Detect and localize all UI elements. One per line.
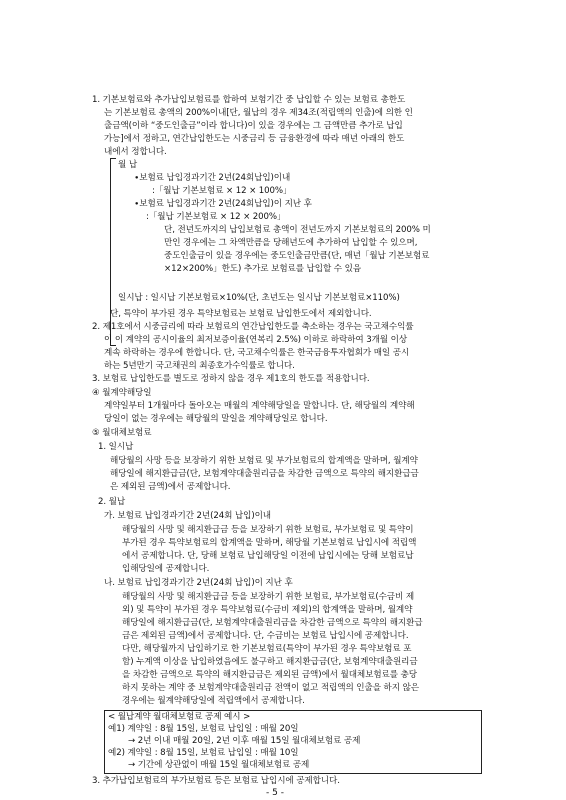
example-line: → 2년 이내 매월 20일, 2년 이후 매월 15일 월대체보험료 공제 <box>128 736 361 746</box>
item-2-line-2: 이 이 계약의 공시이율의 최저보증이율(연복리 2.5%) 이하로 하락하여 3개월 이상 <box>104 335 408 345</box>
bracket-line: ×12×200%」한도) 추가로 보험료를 납입할 수 있음 <box>164 264 362 274</box>
monthly-sub-b-text: 해당월의 사망 및 해지환급금 등을 보장하기 위한 보험료, 부가보험료(수금비 제 <box>122 592 415 602</box>
monthly-sub-a: 가. 보험료 납입경과기간 2년(24회 납입)이내 <box>104 511 271 521</box>
lump-sum-line: 일시납 : 일시납 기본보험료×10%(단, 초년도는 일시납 기본보험료×110%) <box>118 293 400 303</box>
monthly-heading: 2. 월납 <box>98 497 126 507</box>
item-2-line-4: 하는 5년만기 국고채권의 최종호가수익률로 합니다. <box>104 361 295 371</box>
example-line: 예1) 계약일 : 8월 15일, 보험료 납입일 : 매월 20일 <box>108 724 299 734</box>
lump-sum-text: 해당월의 사망 등을 보장하기 위한 보험료 및 부가보험료의 합계액을 말하며, 월계약 <box>110 456 418 466</box>
monthly-sub-b-text: 경우에는 월계약해당일에 적립액에서 공제합니다. <box>122 696 305 706</box>
monthly-sub-b-text: 금은 제외된 금액)에서 공제합니다. 단, 수금비는 보험료 납입시에 공제합니다. <box>122 631 409 641</box>
monthly-label: 월 납 <box>118 160 138 170</box>
item-1-line-3: 출금액(이하 “중도인출금”이라 합니다)이 있을 경우에는 그 금액만큼 추가로 납입 <box>104 121 403 131</box>
item-3: 3. 보험료 납입한도를 별도로 정하지 않을 경우 제1호의 한도를 적용합니다. <box>92 374 370 384</box>
page-number: - 5 - <box>266 788 284 798</box>
item-1-note: 단, 특약이 부가된 경우 특약보험료는 보험료 납입한도에서 제외합니다. <box>110 309 372 319</box>
bracket-line: 중도인출금이 있을 경우에는 중도인출금만큼(단, 매년「월납 기본보험료 <box>164 251 430 261</box>
monthly-sub-a-text: 해당월의 사망 및 해지환급금 등을 보장하기 위한 보험료, 부가보험료 및 특약이 <box>122 525 414 535</box>
item-1-line-5: 내에서 정합니다. <box>104 147 167 157</box>
example-line: 예2) 계약일 : 8월 15일, 보험료 납입일 : 매월 10일 <box>108 748 299 758</box>
monthly-sub-b-text: 함) 누계액 이상을 납입하였음에도 불구하고 해지환급금(단, 보험계약대출원리금 <box>122 657 418 667</box>
section-4-line: 계약일부터 1개월마다 돌아오는 매월의 계약해당일을 말합니다. 단, 해당월의 계약해 <box>104 401 415 411</box>
example-title: < 월납계약 월대체보험료 공제 예시 > <box>108 712 251 722</box>
monthly-sub-a-text: 입해당일에 공제합니다. <box>122 564 210 574</box>
bracket-line: :「월납 기본보험료 × 12 × 200%」 <box>146 212 286 222</box>
bracket-line: ∙보험료 납입경과기간 2년(24회납입)이내 <box>134 173 291 183</box>
section-4-line: 당일이 없는 경우에는 해당월의 말일을 계약해당일로 합니다. <box>104 414 328 424</box>
bracket-line: 단, 전년도까지의 납입보험료 총액이 전년도까지 기본보험료의 200% 미 <box>164 225 431 235</box>
item-1-line-1: 1. 기본보험료와 추가납입보험료를 합하여 보험기간 중 납입할 수 있는 보험료 총한도 <box>92 95 406 105</box>
lump-sum-text: 은 제외된 금액)에서 공제합니다. <box>110 482 231 492</box>
monthly-sub-b: 나. 보험료 납입경과기간 2년(24회 납입)이 지난 후 <box>104 578 293 588</box>
lump-sum-text: 해당일에 해지환급금(단, 보험계약대출원리금을 차감한 금액으로 특약의 해지환급금 <box>110 469 419 479</box>
monthly-sub-b-text: 다만, 해당월까지 납입하기로 한 기본보험료(특약이 부가된 경우 특약보험료 포 <box>122 644 412 654</box>
bracket-line: :「월납 기본보험료 × 12 × 100%」 <box>152 186 292 196</box>
item-1-line-2: 는 기본보험료 총액의 200%이내[단, 월납의 경우 제34조(적립액의 인출)에 의한 인 <box>104 108 413 118</box>
bracket-line: ∙보험료 납입경과기간 2년(24회납입)이 지난 후 <box>134 199 312 209</box>
item-2-line-3: 계속 하락하는 경우에 한합니다. 단, 국고채수익률은 한국금융투자협회가 매일 공시 <box>104 348 410 358</box>
bracket-line: 만인 경우에는 그 차액만큼을 당해년도에 추가하여 납입할 수 있으며, <box>164 238 418 248</box>
section-5-heading: ⑤ 월대체보험료 <box>92 428 152 438</box>
item-2-line-1: 2. 제1호에서 시중금리에 따라 보험료의 연간납입한도를 축소하는 경우는 국고채수익률 <box>92 322 414 332</box>
sec5-item-3: 3. 추가납입보험료의 부가보험료 등은 보험료 납입시에 공제합니다. <box>92 776 340 786</box>
example-line: → 기간에 상관없이 매월 15일 월대체보험료 공제 <box>128 760 310 770</box>
monthly-sub-b-text: 해당일에 해지환급금(단, 보험계약대출원리금을 차감한 금액으로 특약의 해지환급 <box>122 618 423 628</box>
lump-sum-heading: 1. 일시납 <box>98 442 134 452</box>
monthly-sub-b-text: 하지 못하는 계약 중 보험계약대출원리금 전액이 없고 적립액의 인출을 하지 않은 <box>122 683 419 693</box>
item-1-line-4: 가능]에서 정하고, 연간납입한도는 시중금리 등 금융환경에 따라 매년 아래의 한도 <box>104 134 405 144</box>
section-4-heading: ④ 월계약해당일 <box>92 388 152 398</box>
monthly-sub-a-text: 부가된 경우 특약보험료의 합계액을 말하며, 해당월 기본보험료 납입시에 적립액 <box>122 538 417 548</box>
monthly-sub-b-text: 외) 및 특약이 부가된 경우 특약보험료(수금비 제외)의 합계액을 말하며, 월계약 <box>122 605 413 615</box>
monthly-sub-a-text: 에서 공제합니다. 단, 당해 보험료 납입해당일 이전에 납입시에는 당해 보험료납 <box>122 551 414 561</box>
monthly-sub-b-text: 을 차감한 금액으로 특약의 해지환급금은 제외된 금액)에서 월대체보험료를 충당 <box>122 670 417 680</box>
